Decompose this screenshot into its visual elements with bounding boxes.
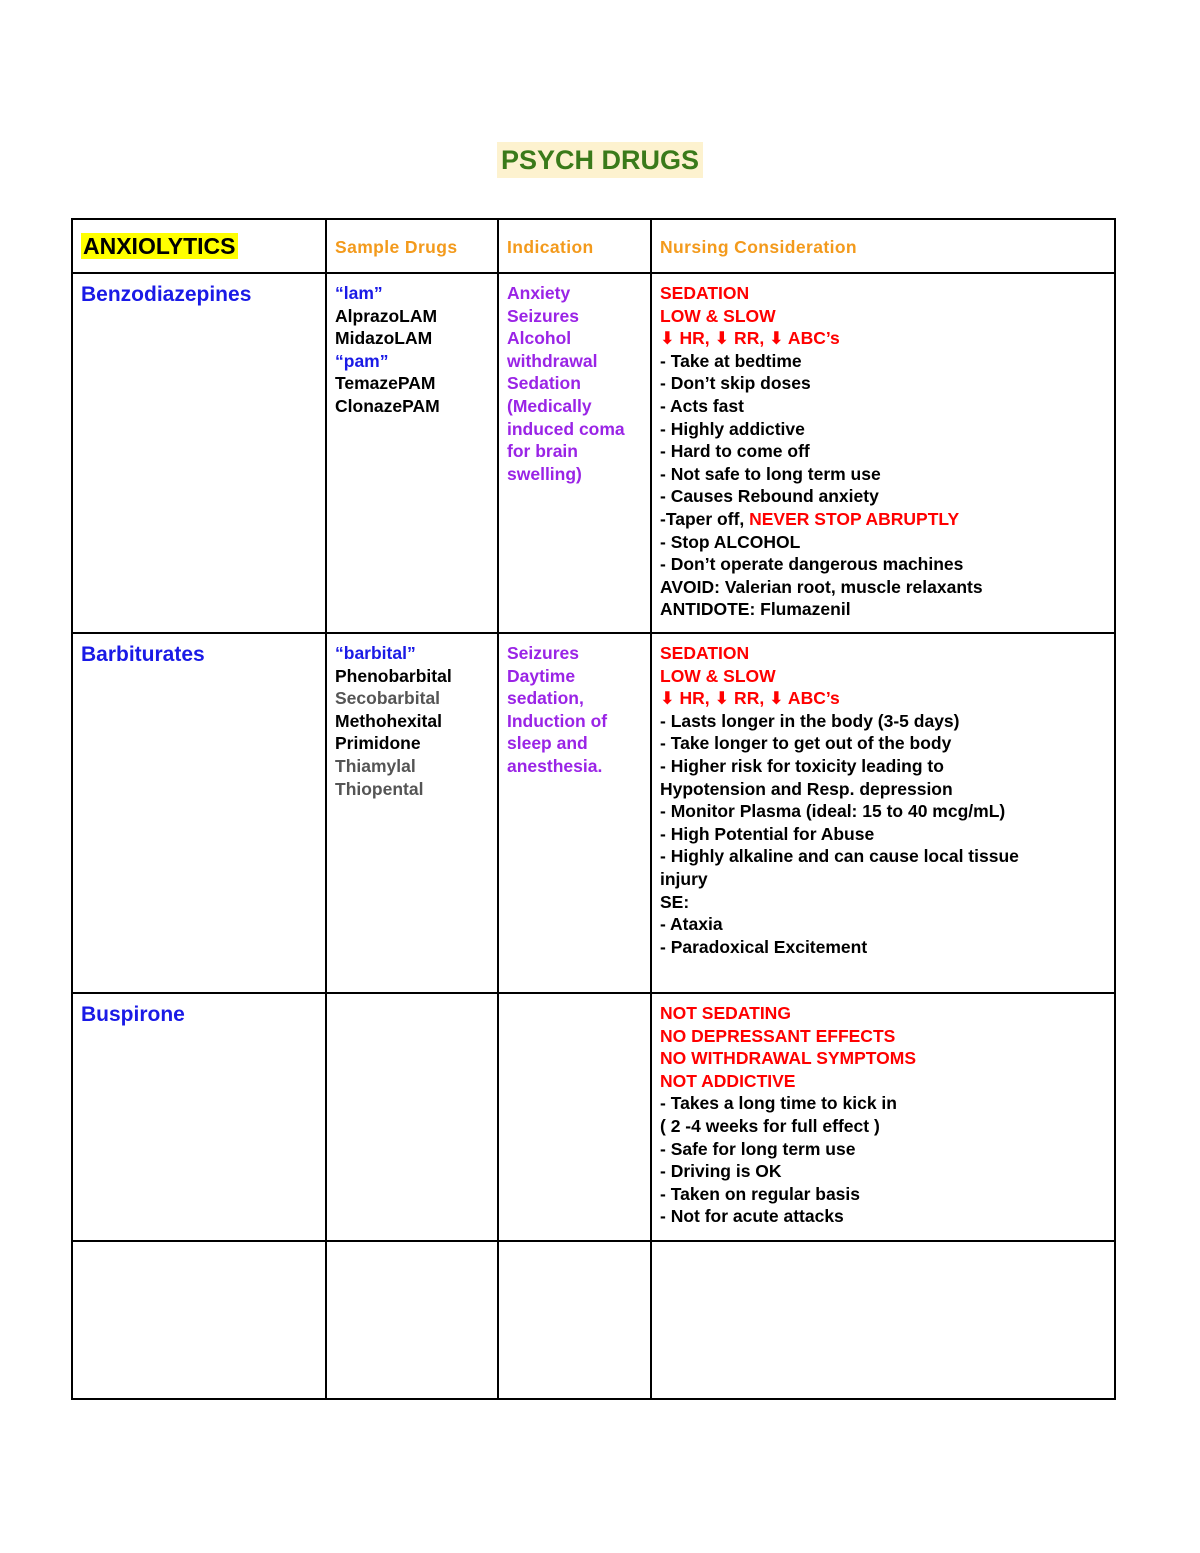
nursing-line — [660, 642, 1106, 665]
sample-drugs-cell — [326, 993, 498, 1241]
class-cell — [72, 993, 326, 1241]
indication-line: swelling) — [507, 463, 582, 484]
nursing-text: - Stop ALCOHOL — [660, 531, 801, 552]
nursing-line — [660, 1138, 1106, 1161]
nursing-text: - Higher risk for toxicity leading to — [660, 755, 944, 776]
nursing-line — [660, 350, 1106, 373]
nursing-line — [660, 1025, 1106, 1048]
class-cell — [72, 633, 326, 993]
indication-line: Sedation — [507, 373, 581, 394]
nursing-line — [660, 800, 1106, 823]
nursing-text: injury — [660, 868, 708, 889]
sample-drug: Primidone — [335, 733, 421, 754]
nursing-text: - Taken on regular basis — [660, 1183, 861, 1204]
category-heading: ANXIOLYTICS — [83, 232, 236, 259]
drug-suffix-label: “lam” — [335, 283, 383, 303]
nursing-line — [660, 508, 1106, 531]
indication-line: Induction of — [507, 710, 608, 731]
warning-text: LOW & SLOW — [660, 665, 776, 686]
nursing-line — [660, 305, 1106, 328]
nursing-line — [660, 485, 1106, 508]
drug-suffix-label: “pam” — [335, 350, 389, 371]
sample-drug: MidazoLAM — [335, 328, 433, 349]
nursing-cell — [651, 993, 1115, 1241]
nursing-text: - Lasts longer in the body (3-5 days) — [660, 710, 960, 731]
indication-heading: Indication — [507, 236, 594, 257]
indication-line: sedation, — [507, 688, 584, 709]
nursing-text: - Hard to come off — [660, 441, 810, 462]
sample-drug: TemazePAM — [335, 373, 436, 394]
nursing-line — [660, 576, 1106, 599]
sample-drugs-cell — [326, 1241, 498, 1399]
nursing-text: - Don’t operate dangerous machines — [660, 554, 964, 575]
warning-text: SEDATION — [660, 283, 750, 303]
drug-class-name: Barbiturates — [81, 643, 205, 666]
sample-drugs-heading: Sample Drugs — [335, 236, 458, 257]
drug-class-name: Benzodiazepines — [81, 283, 252, 306]
nursing-line — [660, 372, 1106, 395]
drug-suffix-label: “barbital” — [335, 643, 416, 663]
nursing-text: - Take at bedtime — [660, 350, 802, 371]
sample-drug: Thiopental — [335, 778, 424, 799]
nursing-line — [660, 395, 1106, 418]
indication-cell — [498, 1241, 651, 1399]
nursing-text: AVOID: Valerian root, muscle relaxants — [660, 576, 983, 597]
table-header-row — [72, 219, 1115, 273]
nursing-line — [660, 868, 1106, 891]
nursing-line — [660, 1183, 1106, 1206]
indication-cell — [498, 633, 651, 993]
nursing-line — [660, 1002, 1106, 1025]
nursing-line — [660, 755, 1106, 778]
nursing-text: - Highly alkaline and can cause local tissue — [660, 846, 1019, 867]
indication-line: Seizures — [507, 643, 579, 663]
nursing-line — [660, 531, 1106, 554]
warning-text: NEVER STOP ABRUPTLY — [749, 508, 960, 529]
nursing-line — [660, 418, 1106, 441]
warning-text: NOT SEDATING — [660, 1003, 791, 1023]
nursing-text: - Not for acute attacks — [660, 1206, 844, 1227]
indication-line: Anxiety — [507, 283, 571, 303]
nursing-line — [660, 1115, 1106, 1138]
class-cell — [72, 273, 326, 633]
indication-line: (Medically — [507, 395, 592, 416]
nursing-line — [660, 463, 1106, 486]
nursing-line — [660, 1160, 1106, 1183]
indication-line: anesthesia. — [507, 755, 603, 776]
warning-text: NOT ADDICTIVE — [660, 1070, 796, 1091]
nursing-text: - Paradoxical Excitement — [660, 936, 868, 957]
nursing-cell — [651, 1241, 1115, 1399]
nursing-line — [660, 327, 1106, 350]
nursing-heading: Nursing Consideration — [660, 236, 858, 257]
nursing-line — [660, 1070, 1106, 1093]
nursing-line — [660, 936, 1106, 959]
nursing-text: - Acts fast — [660, 395, 744, 416]
sample-drug: Thiamylal — [335, 755, 416, 776]
table-row — [72, 273, 1115, 633]
sample-drug: Secobarbital — [335, 688, 441, 709]
indication-line: sleep and — [507, 733, 588, 754]
nursing-text: - Takes a long time to kick in — [660, 1093, 897, 1114]
table-row — [72, 993, 1115, 1241]
nursing-text: - Driving is OK — [660, 1161, 782, 1182]
nursing-line — [660, 1092, 1106, 1115]
nursing-line — [660, 665, 1106, 688]
nursing-line — [660, 282, 1106, 305]
sample-drug: ClonazePAM — [335, 395, 440, 416]
warning-text: NO WITHDRAWAL SYMPTOMS — [660, 1048, 917, 1069]
nursing-line — [660, 440, 1106, 463]
warning-text: NO DEPRESSANT EFFECTS — [660, 1025, 896, 1046]
nursing-text: SE: — [660, 891, 690, 912]
sample-drug: Phenobarbital — [335, 665, 452, 686]
indication-cell — [498, 273, 651, 633]
nursing-line — [660, 553, 1106, 576]
nursing-line — [660, 732, 1106, 755]
indication-line: induced coma — [507, 418, 625, 439]
header-nursing-cell — [651, 219, 1115, 273]
nursing-line — [660, 823, 1106, 846]
nursing-line — [660, 778, 1106, 801]
nursing-line — [660, 913, 1106, 936]
indication-line: withdrawal — [507, 350, 598, 371]
table-row — [72, 633, 1115, 993]
indication-line: Alcohol — [507, 328, 572, 349]
nursing-cell — [651, 273, 1115, 633]
nursing-line — [660, 710, 1106, 733]
nursing-text: - High Potential for Abuse — [660, 823, 875, 844]
title-wrap — [0, 142, 1200, 178]
nursing-text: - Monitor Plasma (ideal: 15 to 40 mcg/mL) — [660, 801, 1006, 822]
nursing-text: - Don’t skip doses — [660, 373, 811, 394]
nursing-cell — [651, 633, 1115, 993]
nursing-line — [660, 1047, 1106, 1070]
sample-drugs-cell — [326, 633, 498, 993]
header-sample-drugs-cell — [326, 219, 498, 273]
nursing-line — [660, 891, 1106, 914]
nursing-text: Hypotension and Resp. depression — [660, 778, 953, 799]
header-indication-cell — [498, 219, 651, 273]
sample-drug: Methohexital — [335, 710, 442, 731]
nursing-text: - Safe for long term use — [660, 1138, 856, 1159]
warning-text: ⬇ HR, ⬇ RR, ⬇ ABC’s — [660, 328, 840, 349]
nursing-text: ( 2 -4 weeks for full effect ) — [660, 1115, 880, 1136]
page-title: PSYCH DRUGS — [497, 142, 703, 178]
warning-text: SEDATION — [660, 643, 750, 663]
nursing-line — [660, 1205, 1106, 1228]
indication-cell — [498, 993, 651, 1241]
indication-line: Seizures — [507, 305, 579, 326]
sample-drugs-cell — [326, 273, 498, 633]
nursing-text: - Not safe to long term use — [660, 463, 881, 484]
warning-text: ⬇ HR, ⬇ RR, ⬇ ABC’s — [660, 688, 840, 709]
nursing-text: ANTIDOTE: Flumazenil — [660, 599, 851, 620]
nursing-text: - Highly addictive — [660, 418, 805, 439]
nursing-text: -Taper off, — [660, 508, 750, 529]
indication-line: for brain — [507, 441, 578, 462]
table-row — [72, 1241, 1115, 1399]
nursing-text: - Ataxia — [660, 914, 723, 935]
nursing-text: - Take longer to get out of the body — [660, 733, 952, 754]
nursing-line — [660, 687, 1106, 710]
drug-class-name: Buspirone — [81, 1003, 185, 1026]
warning-text: LOW & SLOW — [660, 305, 776, 326]
header-category-cell — [72, 219, 326, 273]
drug-table — [71, 218, 1116, 1400]
class-cell — [72, 1241, 326, 1399]
nursing-line — [660, 845, 1106, 868]
nursing-text: - Causes Rebound anxiety — [660, 486, 879, 507]
sample-drug: AlprazoLAM — [335, 305, 438, 326]
indication-line: Daytime — [507, 665, 576, 686]
nursing-line — [660, 598, 1106, 621]
